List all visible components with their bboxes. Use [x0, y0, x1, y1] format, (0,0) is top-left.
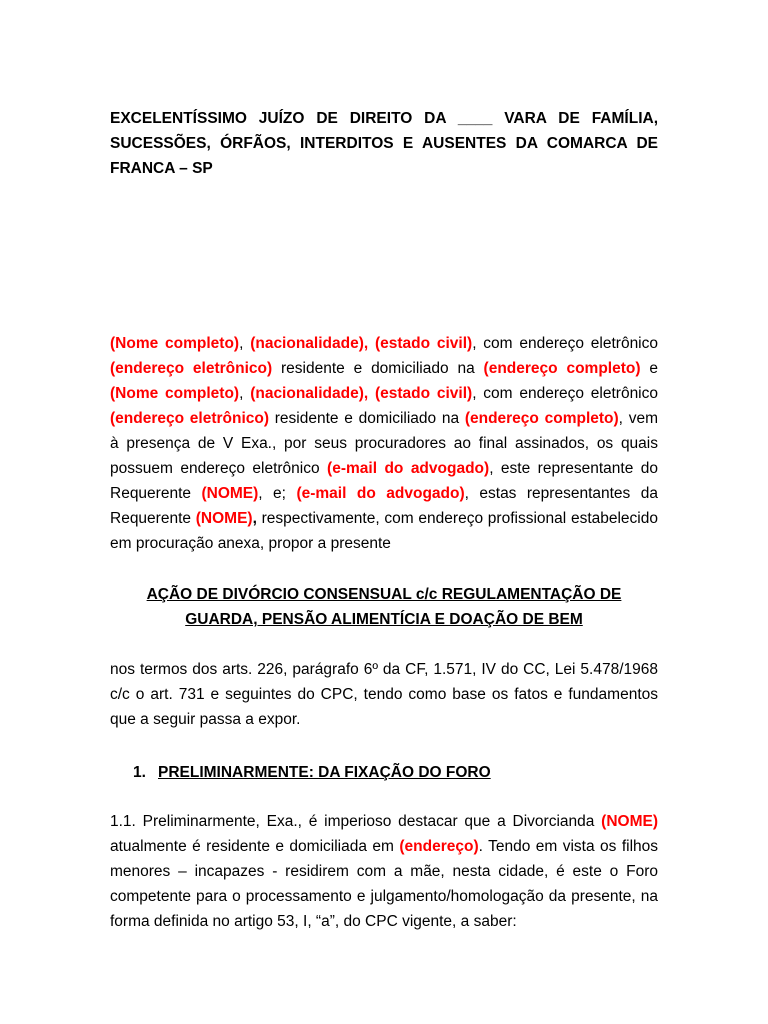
section-title: PRELIMINARMENTE: DA FIXAÇÃO DO FORO — [158, 764, 491, 781]
text-segment: , este representante do Requerente — [110, 460, 658, 502]
action-title-line-1: AÇÃO DE DIVÓRCIO CONSENSUAL c/c REGULAMENTAÇÃO DE — [146, 586, 622, 603]
placeholder-address-2: (endereço completo) — [464, 410, 619, 427]
text-segment: , vem à presença de V Exa., por seus procuradores ao final assinados, os quais possuem endereço eletrônico — [110, 410, 658, 477]
text-segment: , estas representantes da Requerente — [110, 485, 658, 527]
text-segment: , e; — [258, 485, 297, 502]
text-segment: , com endereço eletrônico — [472, 335, 658, 352]
placeholder-email-1: (endereço eletrônico) — [110, 360, 273, 377]
parties-qualification-paragraph — [110, 331, 658, 556]
placeholder-nationality-civil-1: (nacionalidade), (estado civil) — [250, 335, 473, 352]
placeholder-email-2: (endereço eletrônico) — [110, 410, 270, 427]
text-segment-bold-comma: , — [252, 510, 257, 527]
court-address-heading: EXCELENTÍSSIMO JUÍZO DE DIREITO DA ____ VARA DE FAMÍLIA, SUCESSÕES, ÓRFÃOS, INTERDITOS E AUSENTES DA COMARCA DE FRANCA – SP — [110, 110, 658, 177]
text-segment: atualmente é residente e domiciliada em — [110, 838, 400, 855]
placeholder-requerente-name-1: (NOME) — [201, 485, 259, 502]
legal-basis-paragraph: nos termos dos arts. 226, parágrafo 6º da CF, 1.571, IV do CC, Lei 5.478/1968 c/c o art. 731 e seguintes do CPC, tendo como base os fatos e fundamentos que a seguir passa a expor. — [110, 661, 658, 728]
text-segment: , — [239, 385, 251, 402]
section-heading-1 — [133, 760, 653, 785]
placeholder-name-1: (Nome completo) — [110, 335, 240, 352]
action-title — [110, 582, 658, 632]
placeholder-lawyer-email-2: (e-mail do advogado) — [296, 485, 465, 502]
placeholder-address: (endereço) — [399, 838, 479, 855]
text-segment: , com endereço eletrônico — [472, 385, 658, 402]
text-segment: e — [640, 360, 658, 377]
placeholder-name-2: (Nome completo) — [110, 385, 240, 402]
text-segment: respectivamente, com endereço profissional estabelecido em procuração anexa, propor a presente — [110, 510, 658, 552]
placeholder-divorcianda-name: (NOME) — [601, 813, 658, 830]
placeholder-nationality-civil-2: (nacionalidade), (estado civil) — [250, 385, 473, 402]
preliminary-paragraph — [110, 809, 658, 934]
placeholder-requerente-name-2: (NOME) — [195, 510, 253, 527]
text-segment: , — [239, 335, 251, 352]
text-segment: residente e domiciliado na — [269, 410, 465, 427]
section-number: 1. — [133, 764, 146, 781]
text-segment: residente e domiciliado na — [272, 360, 484, 377]
placeholder-address-1: (endereço completo) — [483, 360, 641, 377]
action-title-line-2: GUARDA, PENSÃO ALIMENTÍCIA E DOAÇÃO DE BEM — [185, 611, 583, 628]
placeholder-lawyer-email-1: (e-mail do advogado) — [327, 460, 490, 477]
text-segment: . Tendo em vista os filhos menores – incapazes - residirem com a mãe, nesta cidade, é este o Foro competente para o processamento e julgamento/homologação da presente, na forma definida no artigo 53, I, “a”, do CPC vigente, a saber: — [110, 838, 659, 930]
text-segment: 1.1. Preliminarmente, Exa., é imperioso destacar que a Divorcianda — [110, 813, 602, 830]
